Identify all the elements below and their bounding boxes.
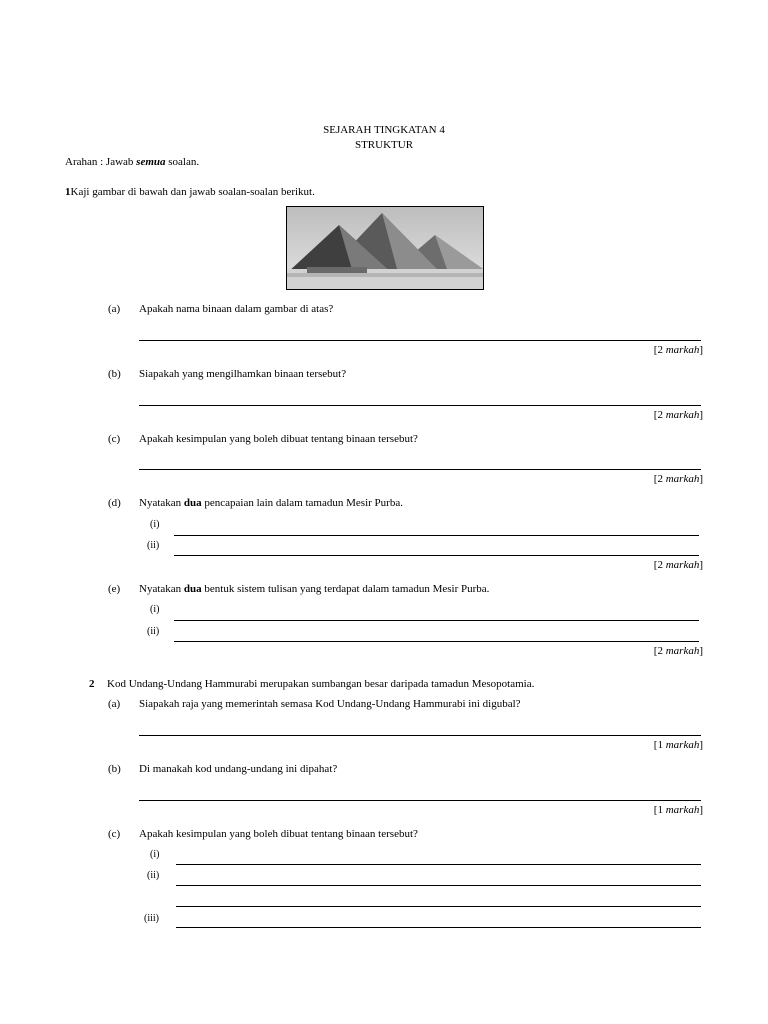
q1-part-b-text: Siapakah yang mengilhamkan binaan tersebut? <box>139 368 347 380</box>
q1-part-b-answer-line[interactable] <box>139 405 701 406</box>
q1-part-e-sub-i-label: (i) <box>150 604 160 615</box>
q2-part-c-sub-ii-answer-line[interactable] <box>176 885 701 886</box>
q1-part-d-text: Nyatakan dua pencapaian lain dalam tamadun Mesir Purba. <box>139 497 403 509</box>
question-1-text: Kaji gambar di bawah dan jawab soalan-soalan berikut. <box>70 186 315 198</box>
q1-part-d-sub-i-answer-line[interactable] <box>174 535 699 536</box>
q1-part-d-label: (d) <box>108 497 121 509</box>
q1-part-c-label: (c) <box>108 433 121 445</box>
q1-part-e-sub-i-answer-line[interactable] <box>174 620 699 621</box>
q2-part-c-sub-i-answer-line[interactable] <box>176 864 701 865</box>
question-1 <box>65 186 315 198</box>
q1-part-d-marks: [2 markah] <box>653 559 703 571</box>
q2-part-a-label: (a) <box>108 698 121 710</box>
q1-part-a-label: (a) <box>108 303 121 315</box>
q1-part-d-sub-i-label: (i) <box>150 519 160 530</box>
instruction-prefix: Arahan : Jawab <box>65 156 137 168</box>
q2-part-a-marks: [1 markah] <box>653 739 703 751</box>
q2-part-c-text: Apakah kesimpulan yang boleh dibuat tentang binaan tersebut? <box>139 828 418 840</box>
q1-part-c-marks: [2 markah] <box>653 473 703 485</box>
q1-part-a-answer-line[interactable] <box>139 340 701 341</box>
question-1-number: 1 <box>65 186 71 198</box>
q2-part-a-answer-line[interactable] <box>139 735 701 736</box>
q1-part-e-sub-ii-label: (ii) <box>147 626 160 637</box>
instruction-emphasis: semua <box>136 156 166 168</box>
q2-part-c-label: (c) <box>108 828 121 840</box>
q2-part-a-text: Siapakah raja yang memerintah semasa Kod Undang-Undang Hammurabi ini digubal? <box>139 698 521 710</box>
document-subtitle: STRUKTUR <box>354 139 414 151</box>
q1-part-d-sub-ii-label: (ii) <box>147 540 160 551</box>
q1-part-e-label: (e) <box>108 583 121 595</box>
q2-part-c-sub-iii-answer-line[interactable] <box>176 927 701 928</box>
q1-part-c-text: Apakah kesimpulan yang boleh dibuat tentang binaan tersebut? <box>139 433 418 445</box>
question-2-text: Kod Undang-Undang Hammurabi merupakan sumbangan besar daripada tamadun Mesopotamia. <box>107 678 535 690</box>
q1-part-a-marks: [2 markah] <box>653 344 703 356</box>
q1-part-c-answer-line[interactable] <box>139 469 701 470</box>
q2-part-b-text: Di manakah kod undang-undang ini dipahat? <box>139 763 338 775</box>
question-2-number: 2 <box>89 678 95 690</box>
q1-part-b-label: (b) <box>108 368 121 380</box>
q2-part-c-sub-iii-label: (iii) <box>144 913 159 924</box>
q1-part-e-marks: [2 markah] <box>653 645 703 657</box>
q2-part-c-sub-ii-label: (ii) <box>147 870 160 881</box>
pyramids-photo <box>286 206 484 290</box>
instruction <box>65 156 199 168</box>
q2-part-c-sub-ii-answer-line-2[interactable] <box>176 906 701 907</box>
q2-part-b-label: (b) <box>108 763 121 775</box>
q1-part-e-text: Nyatakan dua bentuk sistem tulisan yang terdapat dalam tamadun Mesir Purba. <box>139 583 490 595</box>
q2-part-b-marks: [1 markah] <box>653 804 703 816</box>
instruction-suffix: soalan. <box>165 156 200 168</box>
document-title: SEJARAH TINGKATAN 4 <box>323 124 445 136</box>
q2-part-c-sub-i-label: (i) <box>150 849 160 860</box>
q1-part-d-sub-ii-answer-line[interactable] <box>174 555 699 556</box>
q2-part-b-answer-line[interactable] <box>139 800 701 801</box>
q1-part-a-text: Apakah nama binaan dalam gambar di atas? <box>139 303 334 315</box>
q1-part-b-marks: [2 markah] <box>653 409 703 421</box>
q1-part-e-sub-ii-answer-line[interactable] <box>174 641 699 642</box>
